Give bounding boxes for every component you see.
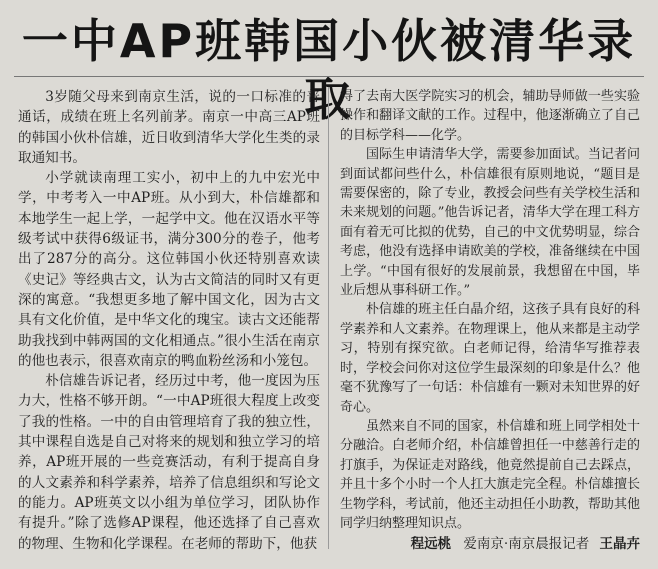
paragraph-6: 虽然来自不同的国家，朴信雄和班上同学相处十分融洽。白老师介绍，朴信雄曾担任一中慈善行走的打旗手，为保证走对路线，他竟然提前自己去踩点，并且十多个小时一个人扛大旗走完全程。朴信雄擅长生物学科，考试前，他还主动担任小助教，帮助其他同学归纳整理知识点。 (340, 418, 640, 531)
byline (340, 535, 640, 554)
column-divider (328, 87, 329, 549)
headline: 一中AP班韩国小伙被清华录取 (21, 14, 637, 126)
byline-author: 程远桃 (410, 536, 452, 553)
paragraph-3-continued: 得了去南大医学院实习的机会，辅助导师做一些实验操作和翻译文献的工作。过程中，他逐渐确立了自己的目标学科——化学。 (340, 89, 640, 143)
byline-reporter: 王晶卉 (599, 536, 640, 553)
paragraph-3: 朴信雄告诉记者，经历过中考，他一度因为压力大，性格不够开朗。“一中AP班很大程度上改变了我的性格。一中的自由管理培育了我的独立性，其中课程自选是自己对将来的规划和独立学习的培养，AP班开展的一些竞赛活动，有利于提高自身的人文素养和科学素养，培养了信息组织和写论文的能力。AP班英文以小组为单位学习，团队协作有提升。”除了选修AP课程，他还选择了自己喜欢的物理、生物和化学课程。在老师的帮助下，他获 (18, 373, 320, 552)
byline-source: 爱南京·南京晨报记者 (463, 536, 590, 553)
paragraph-5: 朴信雄的班主任白晶介绍，这孩子具有良好的科学素养和人文素养。在物理课上，他从来都是主动学习，特别有探究欲。白老师记得，给清华写推荐表时，学校会问你对这位学生最深刻的印象是什么？他毫不犹豫写了一句话：朴信雄有一颗对未知世界的好奇心。 (340, 302, 640, 415)
article-column-right (340, 87, 640, 555)
paragraph-1: 3岁随父母来到南京生活，说的一口标准的普通话，成绩在班上名列前茅。南京一中高三AP班的韩国小伙朴信雄，近日收到清华大学化生类的录取通知书。 (18, 89, 320, 166)
headline-rule (14, 76, 644, 77)
article-column-left (18, 87, 320, 554)
paragraph-4: 国际生申请清华大学，需要参加面试。当记者问到面试都问些什么，朴信雄很有原则地说，“题目是需要保密的，除了专业，教授会问些有关学校生活和未来规划的问题。”他告诉记者，清华大学在理工科方面有着无可比拟的优势，自己的中文优势明显，综合考虑，他没有选择申请欧美的学校，准备继续在中国上学。“中国有很好的发展前景，我想留在中国，毕业后想从事科研工作。” (340, 147, 640, 299)
paragraph-2: 小学就读南理工实小，初中上的九中宏光中学，中考考入一中AP班。从小到大，朴信雄都和本地学生一起上学，一起学中文。他在汉语水平等级考试中获得6级证书，满分300分的卷子，他考出了287分的高分。这位韩国小伙还特别喜欢读《史记》等经典古文，认为古文简洁的同时又有更深的寓意。“我想更多地了解中国文化，因为古文具有文化价值，是中华文化的瑰宝。读古文还能帮助我找到中韩两国的文化相通点。”很小生活在南京的他也表示，很喜欢南京的鸭血粉丝汤和小笼包。 (18, 170, 320, 369)
